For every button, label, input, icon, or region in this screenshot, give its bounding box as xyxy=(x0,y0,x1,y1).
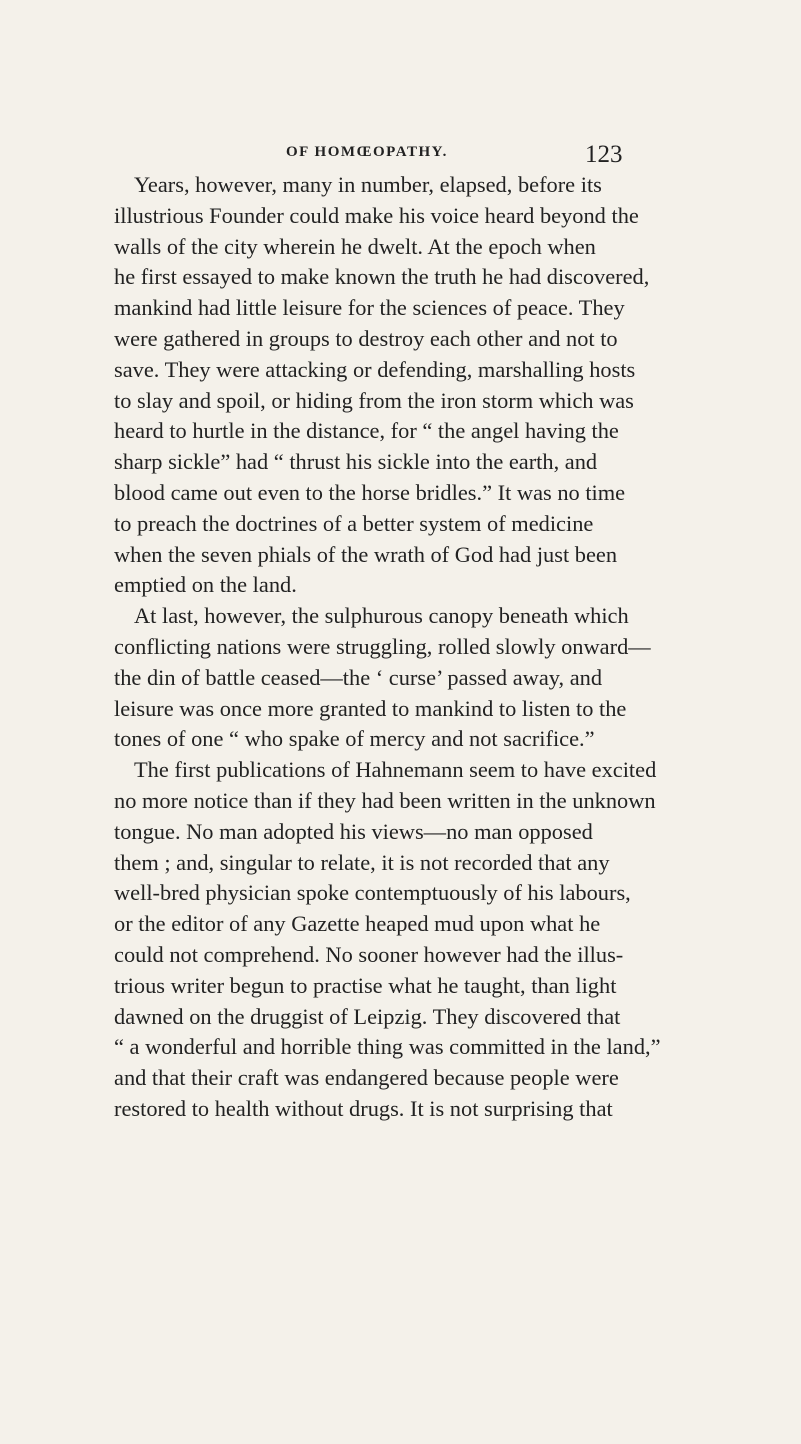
text-line: leisure was once more granted to mankind to listen to the xyxy=(114,695,627,721)
text-line: mankind had little leisure for the sciences of peace. They xyxy=(114,295,625,321)
text-line: sharp sickle” had “ thrust his sickle into the earth, and xyxy=(114,449,598,475)
text-line: could not comprehend. No sooner however had the illus- xyxy=(114,941,624,967)
text-line: he first essayed to make known the truth he had discovered, xyxy=(114,264,650,290)
text-line: tones of one “ who spake of mercy and not sacrifice.” xyxy=(114,726,595,752)
text-line: dawned on the druggist of Leipzig. They discovered that xyxy=(114,1003,621,1029)
text-line: the din of battle ceased—the ‘ curse’ passed away, and xyxy=(114,664,603,690)
text-line: no more notice than if they had been written in the unknown xyxy=(114,787,656,813)
text-line: blood came out even to the horse bridles.” It was no time xyxy=(114,479,626,505)
body-text xyxy=(114,170,661,1125)
text-line: conflicting nations were struggling, rolled slowly onward— xyxy=(114,633,651,659)
text-line: illustrious Founder could make his voice heard beyond the xyxy=(114,202,639,228)
text-line: to slay and spoil, or hiding from the iron storm which was xyxy=(114,387,634,413)
text-line: were gathered in groups to destroy each other and not to xyxy=(114,325,618,351)
text-line: walls of the city wherein he dwelt. At the epoch when xyxy=(114,233,596,259)
text-line: The first publications of Hahnemann seem to have excited xyxy=(134,757,657,783)
text-line: heard to hurtle in the distance, for “ the angel having the xyxy=(114,418,619,444)
text-line: restored to health without drugs. It is not surprising that xyxy=(114,1095,613,1121)
text-line: emptied on the land. xyxy=(114,572,297,598)
text-line: tongue. No man adopted his views—no man opposed xyxy=(114,818,593,844)
text-line: when the seven phials of the wrath of God had just been xyxy=(114,541,618,567)
text-line: At last, however, the sulphurous canopy beneath which xyxy=(134,603,629,629)
text-line: trious writer begun to practise what he taught, than light xyxy=(114,972,617,998)
page-number: 123 xyxy=(585,141,623,168)
text-line: “ a wonderful and horrible thing was committed in the land,” xyxy=(114,1034,661,1060)
text-line: Years, however, many in number, elapsed, before its xyxy=(134,172,602,197)
text-line: and that their craft was endangered because people were xyxy=(114,1065,619,1091)
text-line: to preach the doctrines of a better system of medicine xyxy=(114,510,594,536)
text-line: save. They were attacking or defending, marshalling hosts xyxy=(114,356,636,382)
text-line: well-bred physician spoke contemptuously of his labours, xyxy=(114,880,631,906)
running-head: OF HOMŒOPATHY. xyxy=(286,144,448,160)
text-line: or the editor of any Gazette heaped mud upon what he xyxy=(114,911,601,937)
text-line: them ; and, singular to relate, it is not recorded that any xyxy=(114,849,610,875)
